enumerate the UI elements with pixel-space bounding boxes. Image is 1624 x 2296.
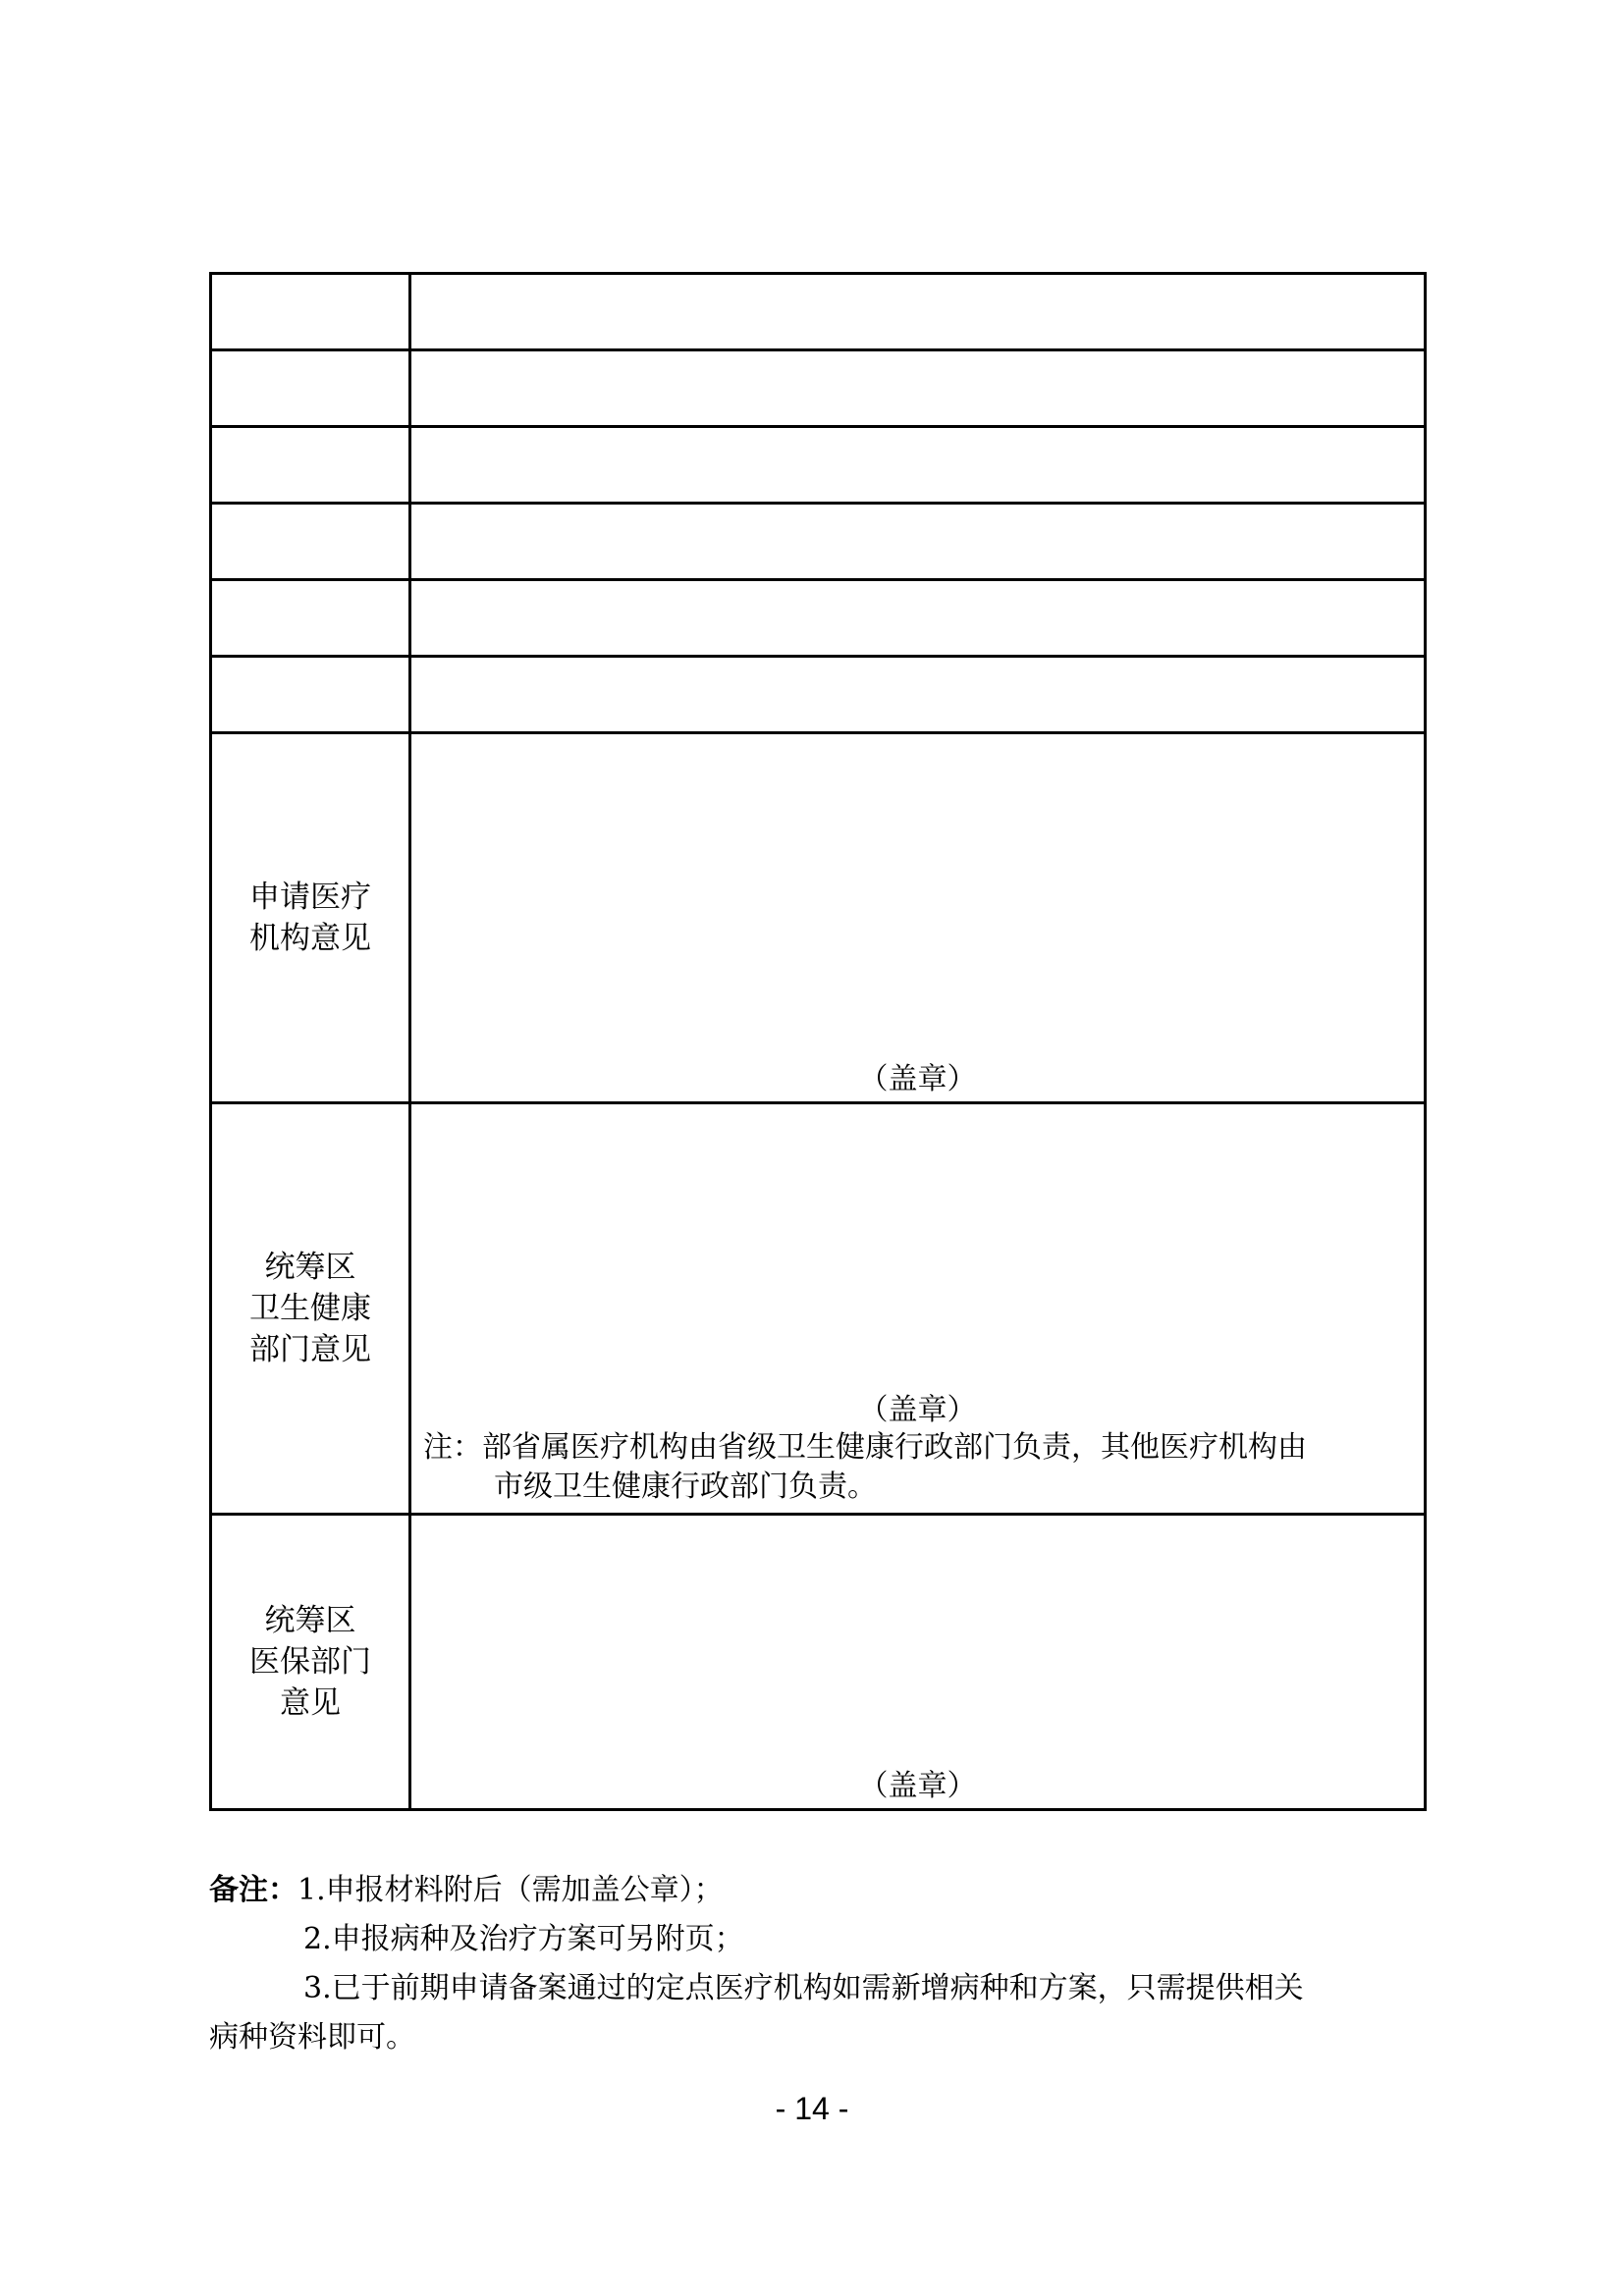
remarks-item: 3.已于前期申请备案通过的定点医疗机构如需新增病种和方案，只需提供相关 (303, 1971, 1304, 2005)
remarks-item: 2.申报病种及治疗方案可另附页； (303, 1922, 744, 1956)
remarks-text: 1.申报材料附后（需加盖公章）； (298, 1873, 724, 1907)
label-line: 卫生健康 (249, 1291, 371, 1326)
applicant-opinion-label (211, 733, 410, 1103)
row-value-cell[interactable] (410, 580, 1426, 657)
row-value-cell[interactable] (410, 274, 1426, 350)
row-label-cell (211, 350, 410, 427)
row-label-cell (211, 274, 410, 350)
stamp-placeholder (411, 1393, 1424, 1428)
filing-form-table (209, 272, 1427, 1811)
label-line: 统筹区 (264, 1250, 356, 1285)
label-line: 机构意见 (249, 921, 371, 956)
note-line: 注：部省属医疗机构由省级卫生健康行政部门负责，其他医疗机构由 (423, 1430, 1307, 1465)
row-label-cell (211, 580, 410, 657)
remarks-label: 备注： (209, 1873, 298, 1907)
stamp-text: （盖章） (858, 1769, 977, 1803)
row-label-cell (211, 427, 410, 504)
table-row (211, 274, 1426, 350)
row-label-cell (211, 504, 410, 580)
health-dept-note (423, 1428, 1408, 1507)
health-dept-opinion-row (211, 1103, 1426, 1515)
table-row (211, 657, 1426, 733)
label-line: 统筹区 (264, 1603, 356, 1638)
applicant-opinion-row (211, 733, 1426, 1103)
row-value-cell[interactable] (410, 504, 1426, 580)
remarks-item (209, 1866, 1424, 1915)
insurance-dept-opinion-label (211, 1515, 410, 1810)
stamp-text: （盖章） (858, 1062, 977, 1096)
table-row (211, 427, 1426, 504)
row-value-cell[interactable] (410, 427, 1426, 504)
remarks-item-continuation: 病种资料即可。 (209, 2020, 415, 2055)
stamp-text: （盖章） (858, 1393, 977, 1427)
row-label-cell (211, 657, 410, 733)
stamp-placeholder (411, 1062, 1424, 1097)
stamp-placeholder (411, 1769, 1424, 1804)
table-row (211, 580, 1426, 657)
table-row (211, 350, 1426, 427)
table-row (211, 504, 1426, 580)
page-number: - 14 - (775, 2091, 849, 2126)
health-dept-opinion-label (211, 1103, 410, 1515)
remarks-section (209, 1866, 1424, 2062)
health-dept-opinion-field[interactable] (410, 1103, 1426, 1515)
insurance-dept-opinion-field[interactable] (410, 1515, 1426, 1810)
row-value-cell[interactable] (410, 657, 1426, 733)
insurance-dept-opinion-row (211, 1515, 1426, 1810)
label-line: 申请医疗 (249, 880, 371, 915)
applicant-opinion-field[interactable] (410, 733, 1426, 1103)
label-line: 部门意见 (249, 1332, 371, 1367)
label-line: 医保部门 (249, 1644, 371, 1680)
note-line: 市级卫生健康行政部门负责。 (494, 1469, 877, 1504)
row-value-cell[interactable] (410, 350, 1426, 427)
label-line: 意见 (280, 1685, 341, 1721)
